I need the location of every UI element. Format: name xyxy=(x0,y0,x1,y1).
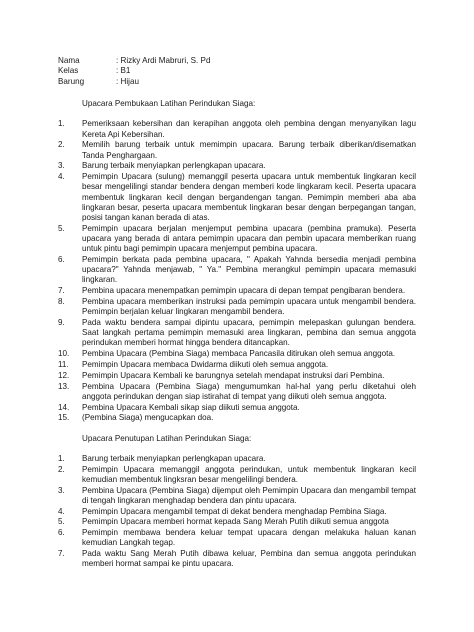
item-text: Pembina Upacara (Pembina Siaga) mengumumkan hal-hal yang perlu diketahui oleh anggota perindukan dengan siap istirahat di tempat yang diikuti oleh semua anggota. xyxy=(82,381,416,401)
closing-steps-list xyxy=(58,454,416,570)
item-number: 12. xyxy=(58,370,70,380)
section-title-pembukaan: Upacara Pembukaan Latihan Perindukan Siaga: xyxy=(82,99,256,109)
list-item xyxy=(58,224,416,255)
list-item xyxy=(58,486,416,506)
item-text: Memilih barung terbaik untuk memimpin upacara. Barung terbaik diberikan/disematkan Tanda Penghargaan. xyxy=(82,140,416,160)
item-text: (Pembina Siaga) mengucapkan doa. xyxy=(82,413,214,423)
list-item xyxy=(58,517,416,527)
meta-label: Nama xyxy=(58,56,80,65)
list-item xyxy=(58,549,416,569)
item-text: Barung terbaik menyiapkan perlengkapan upacara. xyxy=(82,161,266,171)
list-item xyxy=(58,297,416,317)
item-text: Pemimpin Upacara memanggil anggota perindukan, untuk membentuk lingkaran kecil kemudian membentuk lingksran besar mengelilingi bendera. xyxy=(82,464,416,484)
meta-value: : Hijau xyxy=(116,76,139,86)
item-number: 3. xyxy=(58,485,65,495)
list-item xyxy=(58,161,416,171)
item-text: Pemimpin Upacara membaca Dwidarma diikuti oleh semua anggota. xyxy=(82,359,329,369)
item-number: 8. xyxy=(58,296,65,306)
item-text: Pembina upacara memberikan instruksi pada pemimpin upacara untuk mengambil bendera. Pemimpin berjalan keluar lingkaran mengambil bendera. xyxy=(82,296,416,317)
item-number: 1. xyxy=(58,119,65,129)
item-number: 1. xyxy=(58,453,65,463)
item-number: 14. xyxy=(58,402,70,412)
meta-value: : Rizky Ardi Mabruri, S. Pd xyxy=(116,56,211,65)
list-item xyxy=(58,255,416,286)
list-item xyxy=(58,172,416,223)
item-text: Pembina Upacara Kembali sikap siap diikuti semua anggota. xyxy=(82,402,300,412)
item-text: Pada waktu bendera sampai dipintu upacara, pemimpin melepaskan gulungan bendera. Saat langkah pertama pemimpin memasuki area lingkaran, pembina dan semua anggota perindukan memberi hormat hingga bendera ditancapkan. xyxy=(82,317,416,348)
item-text: Pemimpin Upacara Kembali ke barungnya setelah mendapat instruksi dari Pembina. xyxy=(82,370,385,380)
item-text: Pemimpin membawa bendera keluar tempat upacara dengan melakuka haluan kanan kemudian Langkah tegap. xyxy=(82,528,416,548)
list-item xyxy=(58,360,416,370)
item-number: 15. xyxy=(58,413,70,423)
item-number: 9. xyxy=(58,317,65,327)
item-number: 6. xyxy=(58,528,65,538)
item-text: Pemimpin berkata pada pembina upacara, " Apakah Yahnda bersedia menjadi pembina upacara?" Yahnda menjawab, " Ya." Pembina merangkul pemimpin upacara memasuki lingkaran. xyxy=(82,254,416,285)
item-number: 7. xyxy=(58,549,65,559)
item-text: Pemeriksaan kebersihan dan kerapihan anggota oleh pembina dengan menyanyikan lagu Kereta Api Kebersihan. xyxy=(82,119,416,139)
item-number: 7. xyxy=(58,286,65,296)
item-number: 4. xyxy=(58,172,65,182)
list-item xyxy=(58,403,416,413)
list-item xyxy=(58,349,416,359)
list-item xyxy=(58,119,416,139)
list-item xyxy=(58,318,416,349)
list-item xyxy=(58,465,416,485)
item-text: Pembina Upacara (Pembina Siaga) dijemput oleh Pemimpin Upacara dan mengambil tempat di tengah lingkaran menghadap bendera dan pintu upacara. xyxy=(82,485,416,505)
item-number: 10. xyxy=(58,349,70,359)
section-title-penutupan: Upacara Penutupan Latihan Perindukan Siaga: xyxy=(82,433,252,443)
list-item xyxy=(58,454,416,464)
item-number: 2. xyxy=(58,464,65,474)
list-item xyxy=(58,371,416,381)
item-number: 4. xyxy=(58,506,65,516)
item-number: 11. xyxy=(58,359,69,369)
meta-row-nama xyxy=(58,56,416,66)
item-text: Pembina upacara menempatkan pemimpin upacara di depan tempat pengibaran bendera. xyxy=(82,286,406,296)
list-item xyxy=(58,382,416,402)
item-number: 2. xyxy=(58,140,65,150)
meta-label: Kelas xyxy=(58,66,79,76)
item-text: Pemimpin Upacara memberi hormat kepada Sang Merah Putih diikuti semua anggota xyxy=(82,517,389,527)
item-text: Pemimpin Upacara (sulung) memanggil peserta upacara untuk membentuk lingkaran kecil besar mengelilingi standar bendera dengan memberi kode lingkaram kecil. Peserta upacara membentuk lingkaran kecil dengan bergandengan tangan. Pemimpin memberi aba aba lingkaran besar, peserta upacara membentuk lingkaran besar dengan berpegangan tangan, posisi tangan kanan berada di atas. xyxy=(82,172,416,222)
list-item xyxy=(58,286,416,296)
list-item xyxy=(58,140,416,160)
item-text: Pembina Upacara (Pembina Siaga) membaca Pancasila ditirukan oleh semua anggota. xyxy=(82,349,396,359)
list-item xyxy=(58,413,416,423)
item-number: 6. xyxy=(58,254,65,264)
meta-row-barung xyxy=(58,77,416,87)
list-item xyxy=(58,507,416,517)
item-text: Pada waktu Sang Merah Putih dibawa keluar, Pembina dan semua anggota perindukan memberi hormat sampai ke pintu upacara. xyxy=(82,549,416,569)
item-number: 5. xyxy=(58,517,65,527)
item-text: Pemimpin upacara berjalan menjemput pembina upacara (pembina pramuka). Peserta upacara yang berada di antara pemimpin upacara dan pembin upacara memberikan ruang untuk pintu bagi pemimpin upacara menjemput pembina upacara. xyxy=(82,223,416,254)
item-text: Barung terbaik menyiapkan perlengkapan upacara. xyxy=(82,453,266,463)
identity-block xyxy=(58,56,416,87)
list-item xyxy=(58,528,416,548)
opening-steps-list xyxy=(58,119,416,423)
meta-label: Barung xyxy=(58,76,85,86)
item-text: Pemimpin Upacara mengambil tempat di dekat bendera menghadap Pembina Siaga. xyxy=(82,506,387,516)
meta-row-kelas xyxy=(58,66,416,76)
meta-value: : B1 xyxy=(116,66,131,76)
item-number: 5. xyxy=(58,223,65,233)
item-number: 3. xyxy=(58,161,65,171)
item-number: 13. xyxy=(58,381,70,391)
